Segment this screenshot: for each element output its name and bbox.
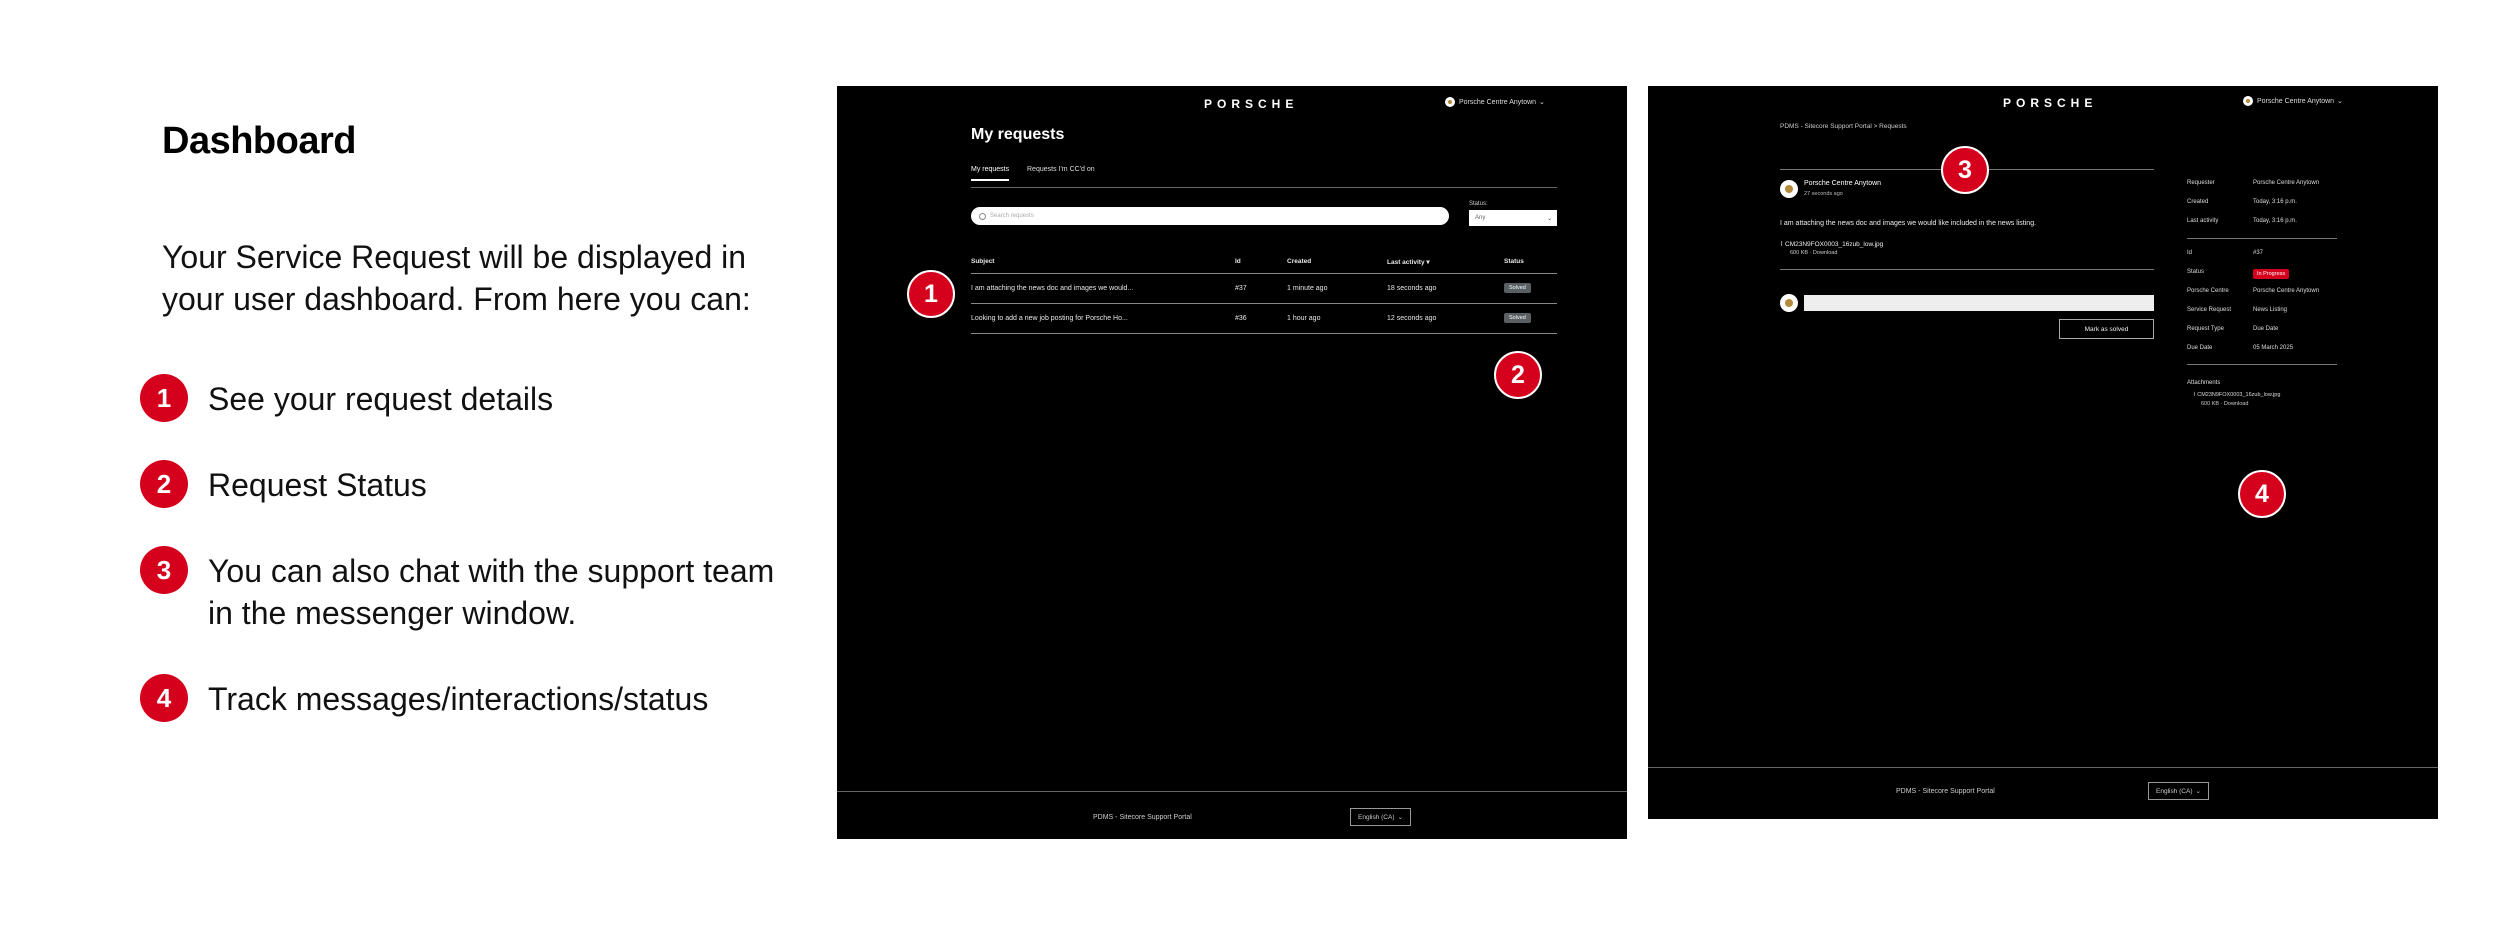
- request-subject-link[interactable]: Looking to add a new job posting for Porsche Ho...: [971, 315, 1128, 322]
- porsche-crest-icon: [2243, 96, 2253, 106]
- step-number-badge: 2: [140, 460, 188, 508]
- my-requests-screenshot: [837, 86, 1627, 839]
- chevron-down-icon: ⌄: [1546, 215, 1552, 222]
- detail-value: Today, 3:16 p.m.: [2253, 218, 2297, 224]
- table-header: [971, 256, 1557, 274]
- step-item: [140, 378, 808, 422]
- requests-table: [971, 256, 1557, 334]
- detail-value: Today, 3:16 p.m.: [2253, 199, 2297, 205]
- request-created: 1 minute ago: [1287, 285, 1328, 292]
- attachment-filename: CM23N9FOX0003_16zub_low.jpg: [1785, 241, 1884, 248]
- step-text: Request Status: [208, 467, 427, 503]
- attachment-link[interactable]: [1780, 240, 1883, 248]
- message-time: 27 seconds ago: [1804, 191, 1843, 197]
- request-created: 1 hour ago: [1287, 315, 1321, 322]
- message-body: I am attaching the news doc and images we would like included in the news listing.: [1780, 220, 2037, 227]
- details-divider: [2187, 238, 2337, 239]
- step-number-badge: 4: [140, 674, 188, 722]
- paperclip-icon: ⌇: [1780, 241, 1784, 248]
- column-header-created[interactable]: Created: [1287, 258, 1312, 265]
- detail-value: Porsche Centre Anytown: [2253, 180, 2320, 186]
- search-placeholder: Search requests: [990, 213, 1034, 219]
- reply-input[interactable]: [1804, 295, 2154, 311]
- side-attachment-meta[interactable]: 600 KB · Download: [2201, 401, 2249, 407]
- step-text: Track messages/interactions/status: [208, 681, 709, 717]
- detail-value: Due Date: [2253, 326, 2279, 332]
- detail-key: Requester: [2187, 180, 2215, 186]
- status-badge: Solved: [1504, 313, 1531, 323]
- detail-value: Porsche Centre Anytown: [2253, 288, 2320, 294]
- detail-key: Status: [2187, 269, 2205, 275]
- detail-key: Created: [2187, 199, 2209, 205]
- detail-value: #37: [2253, 250, 2264, 256]
- user-name: Porsche Centre Anytown: [1459, 98, 1537, 106]
- step-text: See your request details: [208, 381, 554, 417]
- footer-portal-name: PDMS - Sitecore Support Portal: [1093, 814, 1192, 821]
- request-tabs: [971, 166, 1557, 188]
- status-badge: In Progress: [2253, 269, 2289, 279]
- callout-marker-4: 4: [2238, 470, 2286, 518]
- chevron-down-icon: ⌄: [1539, 99, 1545, 106]
- detail-value: 05 March 2025: [2253, 345, 2294, 351]
- tab-my-requests[interactable]: My requests: [971, 166, 1009, 181]
- request-subject-link[interactable]: I am attaching the news doc and images we would...: [971, 285, 1134, 292]
- request-id: #36: [1235, 315, 1247, 322]
- breadcrumb[interactable]: PDMS - Sitecore Support Portal > Requests: [1780, 123, 1907, 130]
- request-last-activity: 12 seconds ago: [1387, 315, 1437, 322]
- footer-portal-name: PDMS - Sitecore Support Portal: [1896, 788, 1995, 795]
- column-header-id[interactable]: Id: [1235, 258, 1241, 265]
- column-header-last-activity[interactable]: Last activity ▾: [1387, 259, 1430, 266]
- column-header-status[interactable]: Status: [1504, 258, 1524, 265]
- user-name: Porsche Centre Anytown: [2257, 97, 2335, 105]
- porsche-crest-icon: [1780, 294, 1798, 312]
- language-label: English (CA): [1358, 813, 1395, 821]
- step-item: [140, 678, 808, 722]
- status-badge: Solved: [1504, 283, 1531, 293]
- intro-text: Your Service Request will be displayed in your user dashboard. From here you can:: [162, 239, 751, 317]
- details-divider: [2187, 364, 2337, 365]
- chevron-down-icon: ⌄: [2337, 98, 2343, 105]
- request-detail-screenshot: [1648, 86, 2438, 819]
- request-id: #37: [1235, 285, 1247, 292]
- side-attachment-link[interactable]: [2193, 392, 2280, 398]
- attachment-filename: CM23N9FOX0003_16zub_low.jpg: [2197, 392, 2281, 398]
- attachment-meta[interactable]: 600 KB · Download: [1790, 250, 1838, 256]
- status-filter-label: Status:: [1469, 201, 1488, 207]
- detail-value: News Listing: [2253, 307, 2288, 313]
- porsche-logo[interactable]: PORSCHE: [1204, 97, 1299, 111]
- detail-key: Service Request: [2187, 307, 2232, 313]
- footer-divider: [837, 791, 1627, 792]
- language-selector[interactable]: [1350, 808, 1411, 826]
- chevron-down-icon: ⌄: [2195, 788, 2201, 795]
- detail-key: Request Type: [2187, 326, 2224, 332]
- search-input[interactable]: [971, 207, 1449, 225]
- attachments-heading: Attachments: [2187, 380, 2221, 386]
- step-text: You can also chat with the support team in the messenger window.: [208, 553, 775, 631]
- column-header-subject[interactable]: Subject: [971, 258, 995, 265]
- chevron-down-icon: ⌄: [1397, 814, 1403, 821]
- message-author: Porsche Centre Anytown: [1804, 180, 1882, 187]
- step-item: [140, 464, 808, 508]
- detail-key: Id: [2187, 250, 2193, 256]
- page-title: My requests: [971, 126, 1065, 143]
- table-row[interactable]: [971, 304, 1557, 334]
- footer-divider: [1648, 767, 2438, 768]
- detail-key: Last activity: [2187, 218, 2219, 224]
- tab-cc-requests[interactable]: Requests I'm CC'd on: [1027, 166, 1095, 173]
- search-icon: [979, 213, 986, 220]
- language-selector[interactable]: [2148, 782, 2209, 800]
- page-title: Dashboard: [162, 120, 356, 162]
- callout-marker-1: 1: [907, 270, 955, 318]
- request-last-activity: 18 seconds ago: [1387, 285, 1437, 292]
- porsche-crest-icon: [1780, 180, 1798, 198]
- porsche-crest-icon: [1445, 97, 1455, 107]
- callout-marker-3: 3: [1941, 146, 1989, 194]
- table-row[interactable]: [971, 274, 1557, 304]
- porsche-logo[interactable]: PORSCHE: [2003, 96, 2098, 110]
- detail-key: Porsche Centre: [2187, 288, 2229, 294]
- paperclip-icon: ⌇: [2193, 392, 2196, 398]
- step-item: [140, 550, 808, 634]
- language-label: English (CA): [2156, 787, 2193, 795]
- user-menu[interactable]: [2243, 96, 2343, 106]
- instruction-panel: [0, 0, 820, 946]
- step-number-badge: 1: [140, 374, 188, 422]
- user-menu[interactable]: [1445, 97, 1545, 107]
- step-number-badge: 3: [140, 546, 188, 594]
- callout-marker-2: 2: [1494, 351, 1542, 399]
- detail-key: Due Date: [2187, 345, 2213, 351]
- mark-as-solved-button[interactable]: Mark as solved: [2059, 319, 2154, 339]
- status-filter-value: Any: [1475, 215, 1486, 221]
- status-filter-select[interactable]: [1469, 210, 1557, 226]
- conversation-divider: [1780, 269, 2154, 270]
